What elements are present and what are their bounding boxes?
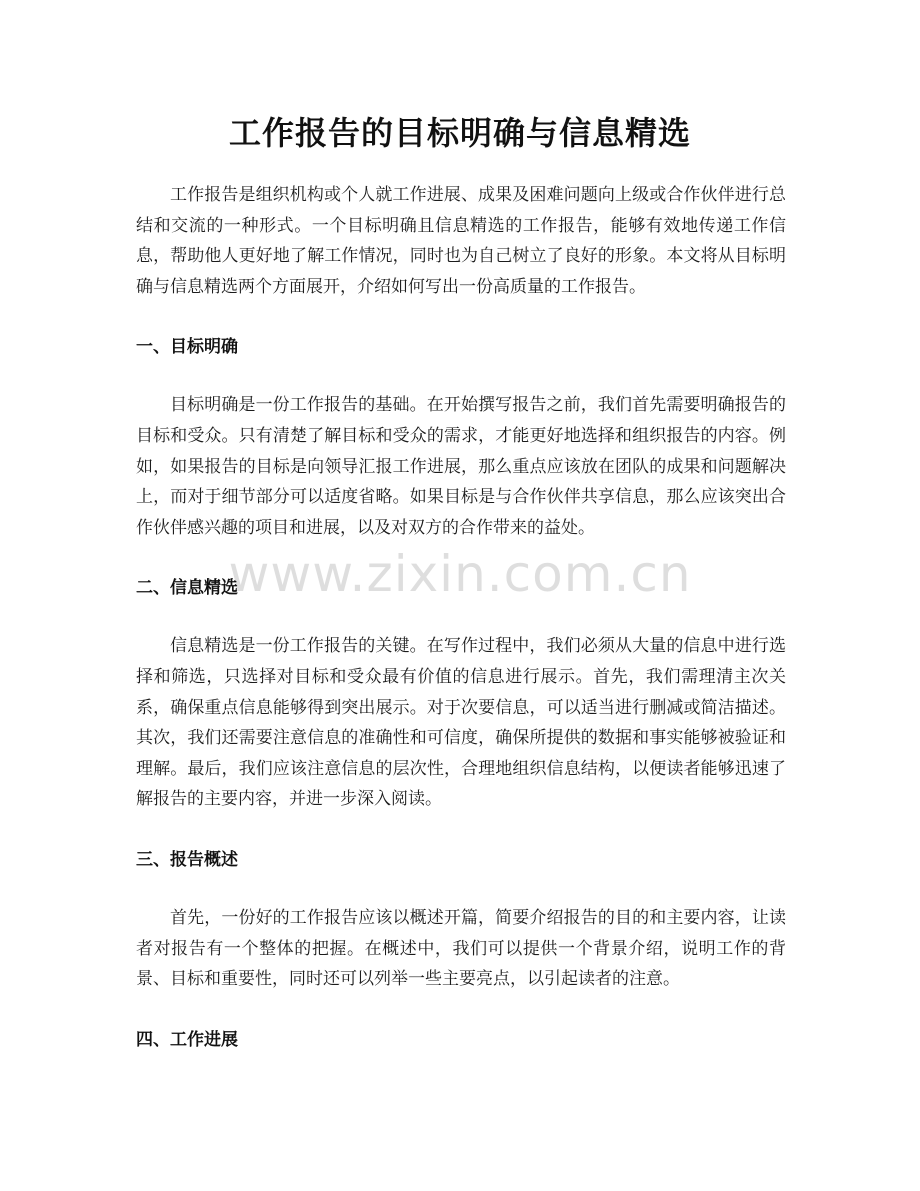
section-body-selection: 信息精选是一份工作报告的关键。在写作过程中，我们必须从大量的信息中进行选择和筛选，只选择对目标和受众最有价值的信息进行展示。首先，我们需理清主次关系，确保重点信息能够得到突出展示。对于次要信息，可以适当进行删减或简洁描述。其次，我们还需要注意信息的准确性和可信度，确保所提供的数据和事实能够被验证和理解。最后，我们应该注意信息的层次性，合理地组织信息结构，以便读者能够迅速了解报告的主要内容，并进一步深入阅读。 [136,636,786,810]
document-title: 工作报告的目标明确与信息精选 [228,114,691,152]
section-body-overview: 首先，一份好的工作报告应该以概述开篇，简要介绍报告的目的和主要内容，让读者对报告有一个整体的把握。在概述中，我们可以提供一个背景介绍，说明工作的背景、目标和重要性，同时还可以列举一些主要亮点，以引起读者的注意。 [136,907,786,990]
section-heading-overview: 三、报告概述 [136,849,238,870]
section-heading-goal: 一、目标明确 [136,337,238,358]
section-heading-progress: 四、工作进展 [136,1029,238,1050]
section-heading-selection: 二、信息精选 [136,578,238,599]
document-body [136,180,786,1083]
intro-paragraph: 工作报告是组织机构或个人就工作进展、成果及困难问题向上级或合作伙伴进行总结和交流的一种形式。一个目标明确且信息精选的工作报告，能够有效地传递工作信息，帮助他人更好地了解工作情况，同时也为自己树立了良好的形象。本文将从目标明确与信息精选两个方面展开，介绍如何写出一份高质量的工作报告。 [136,185,786,297]
watermark: www.zixin.com.cn [228,545,692,603]
section-body-goal: 目标明确是一份工作报告的基础。在开始撰写报告之前，我们首先需要明确报告的目标和受众。只有清楚了解目标和受众的需求，才能更好地选择和组织报告的内容。例如，如果报告的目标是向领导汇报工作进展，那么重点应该放在团队的成果和问题解决上，而对于细节部分可以适度省略。如果目标是与合作伙伴共享信息，那么应该突出合作伙伴感兴趣的项目和进展，以及对双方的合作带来的益处。 [136,395,786,538]
